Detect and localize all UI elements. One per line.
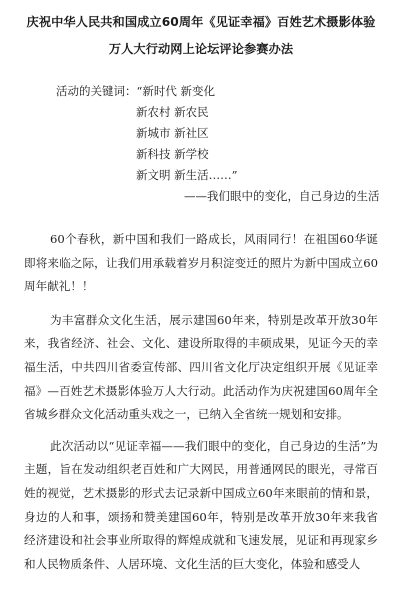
- keyword-line: 新城市 新社区: [136, 126, 209, 140]
- keywords-signature: ——我们眼中的变化，自己身边的生活: [184, 189, 380, 203]
- body-paragraph: 60个春秋，新中国和我们一路成长，风雨同行！在祖国60华诞即将来临之际，让我们用承载着岁月积淀变迁的照片为新中国成立60周年献礼！！: [24, 232, 378, 294]
- body-paragraph: 此次活动以“见证幸福——我们眼中的变化，自己身边的生活”为主题，旨在发动组织老百姓和广大网民，用普通网民的眼光，寻常百姓的视觉，艺术摄影的形式去记录新中国成立60年来眼前的情和景，身边的人和事，颂扬和赞美建国60年，特别是改革开放30年来我省经济建设和社会事业所取得的辉煌成就和飞速发展，见证和再现家乡和人民物质条件、人居环境、文化生活的巨大变化，体验和感受人: [24, 438, 378, 571]
- body-paragraph: 为丰富群众文化生活，展示建国60年来，特别是改革开放30年来，我省经济、社会、文化、建设所取得的丰硕成果，见证今天的幸福生活，中共四川省委宣传部、四川省文化厅决定组织开展《见证幸福》—百姓艺术摄影体验万人大行动。此活动作为庆祝建国60周年全省城乡群众文化活动重头戏之一，已纳入全省统一规划和安排。: [24, 312, 378, 422]
- document-title-line-2: 万人大行动网上论坛评论参赛办法: [108, 42, 294, 56]
- keyword-line: 新文明 新生活……”: [136, 168, 238, 182]
- keywords-block: [24, 81, 378, 207]
- document-title-line-1: 庆祝中华人民共和国成立60周年《见证幸福》百姓艺术摄影体验: [26, 15, 376, 29]
- keyword-line: 新科技 新学校: [136, 147, 209, 161]
- keywords-label-line: 活动的关键词：“新时代 新变化: [56, 84, 216, 98]
- keyword-line: 新农村 新农民: [136, 105, 209, 119]
